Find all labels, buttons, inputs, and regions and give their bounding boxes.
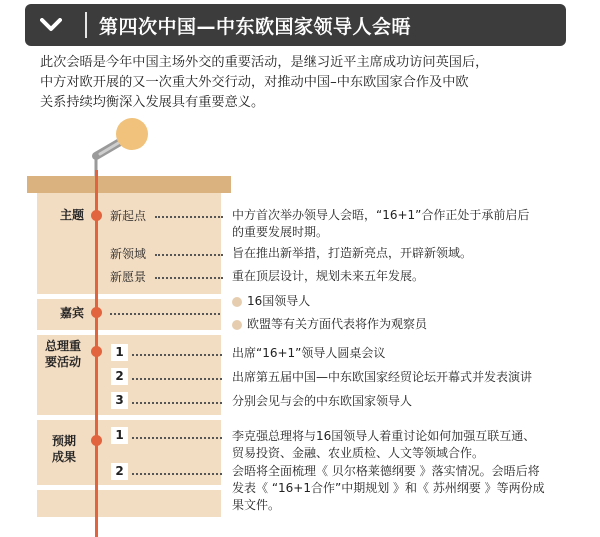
theme-item-text: 旨在推出新举措，打造新亮点，开辟新领域。 bbox=[232, 246, 473, 260]
timeline-dot bbox=[91, 307, 102, 318]
text-line: 的重要发展时期。 bbox=[232, 225, 329, 239]
item-number-badge: 2 bbox=[111, 368, 128, 385]
section-divider bbox=[37, 415, 221, 420]
page-title: 第四次中国—中东欧国家领导人会晤 bbox=[99, 15, 412, 38]
item-number-badge: 1 bbox=[111, 344, 128, 361]
section-label-theme: 主题 bbox=[60, 208, 85, 222]
title-divider bbox=[85, 12, 87, 38]
microphone-icon bbox=[70, 112, 160, 178]
result-item bbox=[232, 463, 545, 514]
premier-activity: 分别会见与会的中东欧国家领导人 bbox=[232, 394, 413, 408]
leader-dots bbox=[132, 378, 222, 380]
intro-line: 关系持续均衡深入发展具有重要意义。 bbox=[40, 95, 265, 110]
intro-line: 中方对欧开展的又一次重大外交行动，对推动中国–中东欧国家合作及中欧 bbox=[40, 75, 469, 90]
premier-activity: 出席第五届中国—中东欧国家经贸论坛开幕式并发表演讲 bbox=[232, 370, 533, 384]
timeline-dot bbox=[91, 210, 102, 221]
leader-dots bbox=[155, 216, 223, 218]
bullet-dot bbox=[232, 320, 242, 330]
theme-item-text bbox=[232, 207, 529, 241]
theme-item-name: 新领域 bbox=[110, 247, 147, 261]
intro-line: 此次会晤是今年中国主场外交的重要活动，是继习近平主席成功访问英国后， bbox=[40, 55, 489, 70]
item-number-badge: 3 bbox=[111, 392, 128, 409]
leader-dots bbox=[155, 254, 223, 256]
leader-dots bbox=[132, 354, 222, 356]
theme-item-name: 新起点 bbox=[110, 209, 147, 223]
timeline-dot bbox=[91, 346, 102, 357]
text-line: 中方首次举办领导人会晤，“16+1”合作正处于承前启后 bbox=[232, 208, 530, 222]
text-line: 果文件。 bbox=[232, 498, 281, 512]
intro-paragraph bbox=[40, 53, 560, 113]
result-item bbox=[232, 428, 535, 462]
premier-activity: 出席“16+1”领导人圆桌会议 bbox=[232, 346, 386, 360]
section-label-results bbox=[52, 433, 76, 465]
chevron-down-icon[interactable] bbox=[33, 7, 69, 43]
section-divider bbox=[37, 330, 221, 335]
theme-item-name: 新愿景 bbox=[110, 270, 147, 284]
guest-item: 欧盟等有关方面代表将作为观察员 bbox=[247, 317, 428, 331]
label-line: 成果 bbox=[52, 450, 77, 464]
item-number-badge: 1 bbox=[111, 427, 128, 444]
bullet-dot bbox=[232, 297, 242, 307]
leader-dots bbox=[110, 313, 220, 315]
section-divider bbox=[37, 485, 221, 490]
leader-dots bbox=[132, 473, 222, 475]
leader-dots bbox=[132, 437, 222, 439]
item-number-badge: 2 bbox=[111, 463, 128, 480]
section-divider bbox=[37, 294, 221, 299]
label-line: 预期 bbox=[52, 434, 77, 448]
leader-dots bbox=[132, 402, 222, 404]
label-line: 要活动 bbox=[45, 355, 82, 369]
label-line: 总理重 bbox=[45, 339, 82, 353]
theme-item-text: 重在顶层设计，规划未来五年发展。 bbox=[232, 269, 425, 283]
podium-top bbox=[27, 176, 231, 193]
text-line: 发表《 “16+1合作”中期规划 》和《 苏州纲要 》等两份成 bbox=[232, 481, 545, 495]
section-label-premier bbox=[45, 338, 81, 370]
guest-item: 16国领导人 bbox=[247, 294, 311, 308]
title-bar bbox=[25, 4, 566, 46]
text-line: 贸易投资、金融、农业质检、人文等领域合作。 bbox=[232, 446, 485, 460]
section-label-guests: 嘉宾 bbox=[60, 306, 85, 320]
text-line: 李克强总理将与16国领导人着重讨论如何加强互联互通、 bbox=[232, 429, 536, 443]
timeline-dot bbox=[91, 435, 102, 446]
text-line: 会晤将全面梳理《 贝尔格莱德纲要 》落实情况。会晤后将 bbox=[232, 464, 540, 478]
leader-dots bbox=[155, 277, 223, 279]
